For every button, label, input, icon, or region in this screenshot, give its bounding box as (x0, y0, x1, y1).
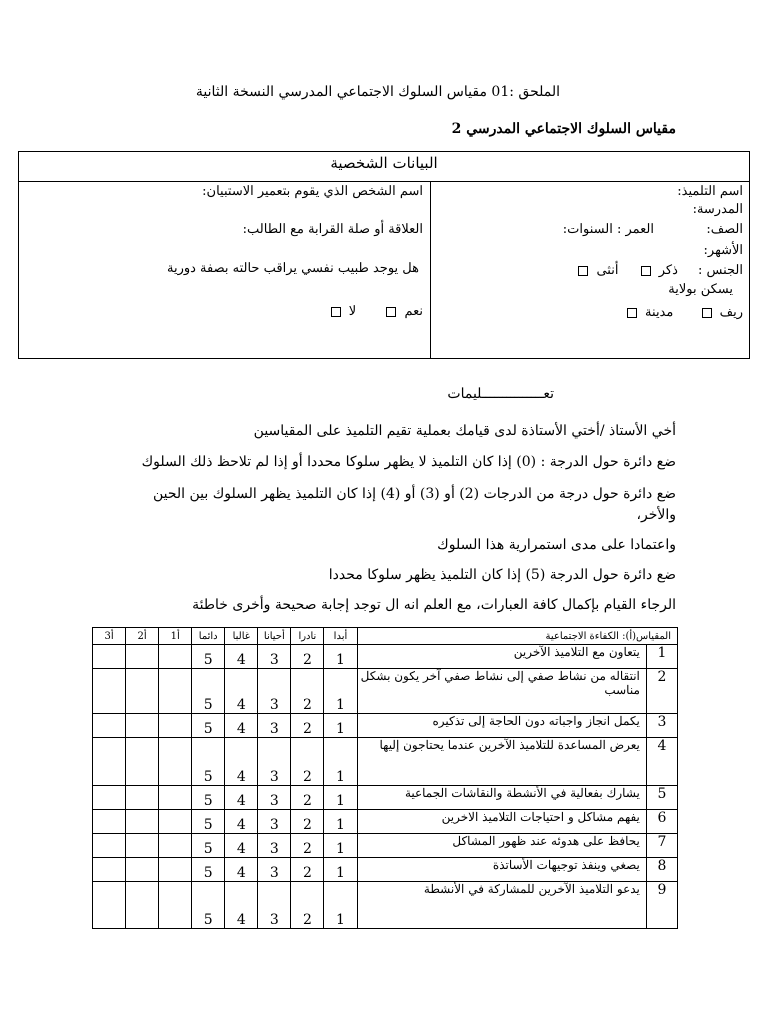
subscale-cell[interactable] (159, 882, 192, 929)
score-cell[interactable]: 5 (192, 714, 225, 738)
score-cell[interactable]: 1 (324, 882, 357, 929)
score-cell[interactable]: 1 (324, 810, 357, 834)
col-header-sometimes: أحيانا (258, 628, 291, 645)
score-cell[interactable]: 3 (258, 810, 291, 834)
score-cell[interactable]: 2 (291, 738, 324, 786)
col-header-a2: أ2 (126, 628, 159, 645)
lives-in-label: يسكن بولاية (668, 282, 733, 297)
item-text: انتقاله من نشاط صفي إلى نشاط صفي آخر يكون بشكل مناسب (357, 669, 646, 714)
instructions-title: تعـــــــــــــــليمات (447, 386, 554, 402)
score-cell[interactable]: 3 (258, 669, 291, 714)
yes-label: نعم (404, 304, 423, 319)
subscale-cell[interactable] (93, 738, 126, 786)
col-header-a1: أ1 (159, 628, 192, 645)
subscale-cell[interactable] (93, 882, 126, 929)
residence-row (623, 305, 743, 320)
col-header-never: أبدا (324, 628, 357, 645)
score-cell[interactable]: 5 (192, 834, 225, 858)
score-cell[interactable]: 4 (225, 786, 258, 810)
doctor-answer-row (327, 304, 423, 319)
score-cell[interactable]: 5 (192, 645, 225, 669)
score-cell[interactable]: 4 (225, 669, 258, 714)
col-header-rarely: نادرا (291, 628, 324, 645)
female-checkbox[interactable] (578, 266, 588, 276)
table-row (93, 669, 678, 714)
male-label: ذكر (658, 263, 678, 278)
subscale-cell[interactable] (93, 786, 126, 810)
score-cell[interactable]: 4 (225, 645, 258, 669)
subscale-cell[interactable] (126, 858, 159, 882)
item-number: 6 (646, 810, 677, 834)
score-cell[interactable]: 4 (225, 882, 258, 929)
table-row (93, 714, 678, 738)
school-label: المدرسة: (692, 202, 743, 217)
scale-table (92, 627, 678, 929)
instruction-line: ضع دائرة حول درجة من الدرجات (2) أو (3) أو (4) إذا كان التلميذ يظهر السلوك بين الحين (152, 486, 676, 502)
instruction-line: والأخر، (636, 507, 676, 523)
subscale-cell[interactable] (93, 714, 126, 738)
scale-title: مقياس السلوك الاجتماعي المدرسي 2 (451, 121, 676, 137)
score-cell[interactable]: 3 (258, 645, 291, 669)
score-cell[interactable]: 5 (192, 810, 225, 834)
item-text: يحافظ على هدوئه عند ظهور المشاكل (357, 834, 646, 858)
subscale-cell[interactable] (159, 714, 192, 738)
score-cell[interactable]: 2 (291, 858, 324, 882)
subscale-cell[interactable] (126, 882, 159, 929)
age-label: العمر : السنوات: (562, 222, 654, 237)
table-row (93, 786, 678, 810)
instruction-line: ضع دائرة حول الدرجة : (0) إذا كان التلميذ لا يظهر سلوكا محددا أو إذا لم تلاحظ ذلك السلوك (141, 454, 676, 470)
item-number: 7 (646, 834, 677, 858)
instruction-line: ضع دائرة حول الدرجة (5) إذا كان التلميذ يظهر سلوكا محددا (328, 567, 676, 583)
subscale-cell[interactable] (93, 645, 126, 669)
city-checkbox[interactable] (627, 308, 637, 318)
table-row (93, 834, 678, 858)
score-cell[interactable]: 5 (192, 858, 225, 882)
score-cell[interactable]: 4 (225, 810, 258, 834)
item-text: يصغي وينفذ توجيهات الأساتذة (357, 858, 646, 882)
instruction-line: واعتمادا على مدى استمرارية هذا السلوك (437, 537, 676, 553)
instruction-line: الرجاء القيام بإكمال كافة العبارات، مع العلم انه ال توجد إجابة صحيحة وأخرى خاطئة (192, 597, 676, 613)
col-header-often: غالبا (225, 628, 258, 645)
score-cell[interactable]: 2 (291, 786, 324, 810)
months-label: الأشهر: (703, 243, 743, 258)
item-text: يفهم مشاكل و احتياجات التلاميذ الاخرين (357, 810, 646, 834)
subscale-cell[interactable] (93, 669, 126, 714)
subscale-cell[interactable] (159, 810, 192, 834)
item-number: 5 (646, 786, 677, 810)
subscale-cell[interactable] (126, 810, 159, 834)
item-text: يدعو التلاميذ الآخرين للمشاركة في الأنشطة (357, 882, 646, 929)
subscale-cell[interactable] (126, 645, 159, 669)
score-cell[interactable]: 5 (192, 786, 225, 810)
countryside-checkbox[interactable] (702, 308, 712, 318)
subscale-cell[interactable] (159, 834, 192, 858)
gender-row (574, 263, 743, 278)
subscale-cell[interactable] (126, 714, 159, 738)
subscale-cell[interactable] (159, 858, 192, 882)
table-row (93, 858, 678, 882)
city-label: مدينة (645, 305, 674, 320)
item-number: 8 (646, 858, 677, 882)
score-cell[interactable]: 1 (324, 669, 357, 714)
item-number: 3 (646, 714, 677, 738)
score-cell[interactable]: 5 (192, 669, 225, 714)
subscale-cell[interactable] (126, 834, 159, 858)
table-row (93, 810, 678, 834)
score-cell[interactable]: 3 (258, 858, 291, 882)
table-header-row (93, 628, 678, 645)
relation-label: العلاقة أو صلة القرابة مع الطالب: (242, 222, 423, 237)
col-header-scale: المقياس(أ): الكفاءة الاجتماعية (357, 628, 678, 645)
score-cell[interactable]: 1 (324, 714, 357, 738)
item-number: 2 (646, 669, 677, 714)
male-checkbox[interactable] (641, 266, 651, 276)
female-label: أنثى (596, 263, 619, 278)
score-cell[interactable]: 3 (258, 882, 291, 929)
score-cell[interactable]: 3 (258, 786, 291, 810)
score-cell[interactable]: 2 (291, 714, 324, 738)
subscale-cell[interactable] (126, 786, 159, 810)
score-cell[interactable]: 4 (225, 834, 258, 858)
student-name-label: اسم التلميذ: (677, 184, 743, 199)
score-cell[interactable]: 2 (291, 834, 324, 858)
subscale-cell[interactable] (159, 645, 192, 669)
table-row (93, 645, 678, 669)
score-cell[interactable]: 4 (225, 738, 258, 786)
yes-checkbox[interactable] (386, 307, 396, 317)
score-cell[interactable]: 2 (291, 810, 324, 834)
score-cell[interactable]: 5 (192, 882, 225, 929)
score-cell[interactable]: 3 (258, 738, 291, 786)
score-cell[interactable]: 3 (258, 714, 291, 738)
score-cell[interactable]: 1 (324, 645, 357, 669)
item-text: يكمل انجاز واجباته دون الحاجة إلى تذكيره (357, 714, 646, 738)
score-cell[interactable]: 1 (324, 858, 357, 882)
subscale-cell[interactable] (93, 834, 126, 858)
subscale-cell[interactable] (126, 669, 159, 714)
score-cell[interactable]: 5 (192, 738, 225, 786)
score-cell[interactable]: 4 (225, 714, 258, 738)
item-text: يشارك بفعالية في الأنشطة والنقاشات الجماعية (357, 786, 646, 810)
col-header-a3: أ3 (93, 628, 126, 645)
gender-label: الجنس : (698, 263, 743, 278)
item-number: 1 (646, 645, 677, 669)
score-cell[interactable]: 1 (324, 834, 357, 858)
instruction-line: أخي الأستاذ /أختي الأستاذة لدى قيامك بعملية تقيم التلميذ على المقياسين (253, 423, 676, 439)
subscale-cell[interactable] (159, 738, 192, 786)
score-cell[interactable]: 4 (225, 858, 258, 882)
item-number: 9 (646, 882, 677, 929)
subscale-cell[interactable] (159, 669, 192, 714)
no-label: لا (348, 304, 357, 319)
column-divider (430, 182, 431, 358)
item-text: يتعاون مع التلاميذ الآخرين (357, 645, 646, 669)
doctor-question: هل يوجد طبيب نفسي يراقب حالته بصفة دورية (166, 261, 419, 276)
subscale-cell[interactable] (159, 786, 192, 810)
annex-title: الملحق :01 مقياس السلوك الاجتماعي المدرسي النسخة الثانية (195, 84, 560, 100)
countryside-label: ريف (719, 305, 743, 320)
item-text: يعرض المساعدة للتلاميذ الآخرين عندما يحتاجون إليها (357, 738, 646, 786)
filler-name-label: اسم الشخص الذي يقوم بتعمير الاستبيان: (202, 184, 423, 199)
subscale-cell[interactable] (93, 810, 126, 834)
subscale-cell[interactable] (93, 858, 126, 882)
score-cell[interactable]: 2 (291, 645, 324, 669)
col-header-always: دائما (192, 628, 225, 645)
table-row (93, 882, 678, 929)
subscale-cell[interactable] (126, 738, 159, 786)
score-cell[interactable]: 2 (291, 882, 324, 929)
no-checkbox[interactable] (331, 307, 341, 317)
class-label: الصف: (706, 222, 743, 237)
item-number: 4 (646, 738, 677, 786)
score-cell[interactable]: 1 (324, 786, 357, 810)
personal-data-box (18, 151, 750, 359)
score-cell[interactable]: 2 (291, 669, 324, 714)
personal-data-header: البيانات الشخصية (19, 152, 749, 182)
table-row (93, 738, 678, 786)
score-cell[interactable]: 1 (324, 738, 357, 786)
score-cell[interactable]: 3 (258, 834, 291, 858)
